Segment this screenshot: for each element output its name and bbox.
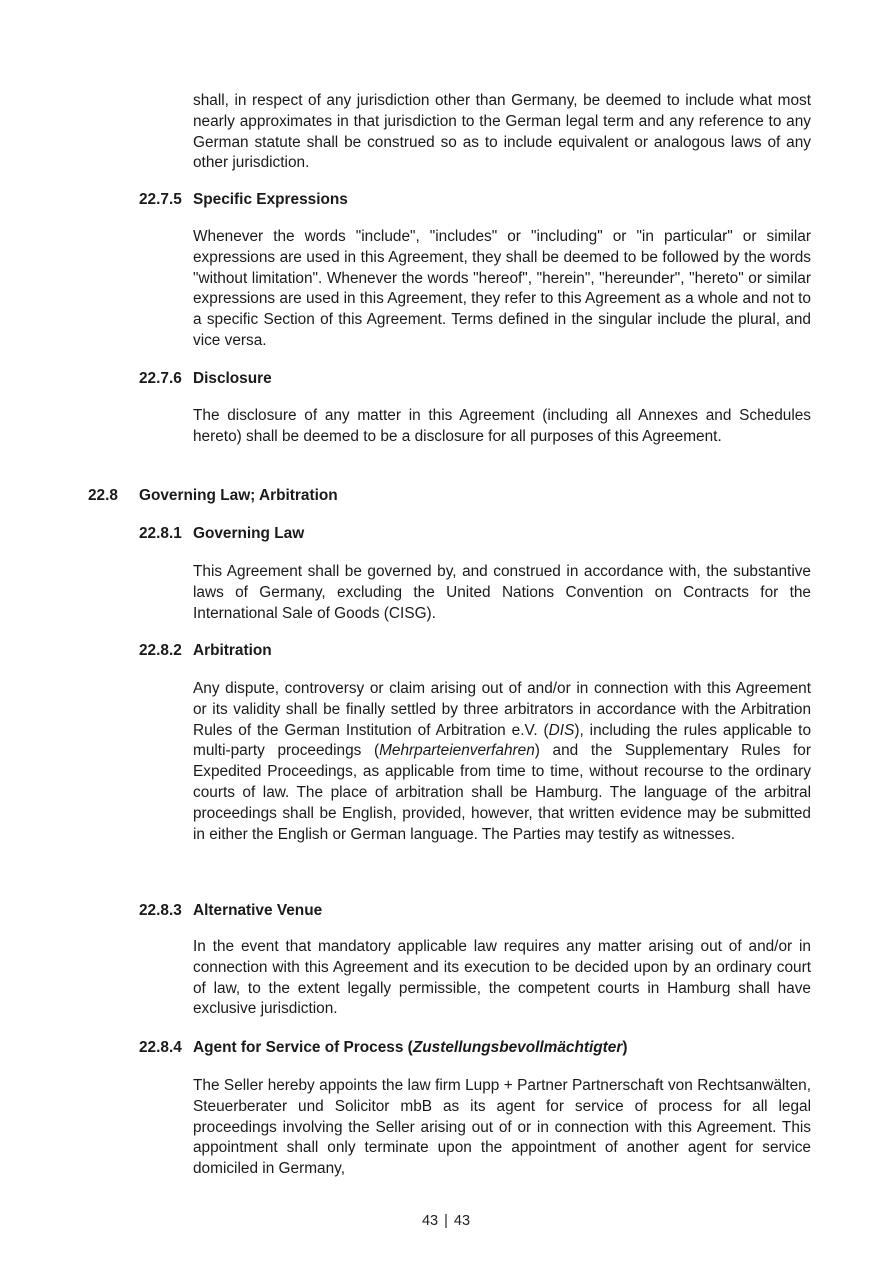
page-number-current: 43	[421, 1213, 439, 1229]
paragraph-22-7-5: Whenever the words "include", "includes" or "including" or "in particular" or similar expressions are used in this Agreement, they shall be deemed to be followed by the words "without limitation". Whenever the words "hereof", "herein", "hereunder", "hereto" or similar expressions are used in this Agreement, they refer to this Agreement as a whole and not to a specific Section of this Agreement. Terms defined in the singular include the plural, and vice versa.	[193, 228, 811, 349]
section-number: 22.7.6	[139, 370, 182, 387]
heading-22-8-2	[139, 641, 272, 661]
paragraph-22-8-4: The Seller hereby appoints the law firm Lupp + Partner Partnerschaft von Rechtsanwälten, Steuerberater und Solicitor mbB as its agent for service of process for all legal proceedings involving the Seller arising out of or in connection with this Agreement. This appointment shall only terminate upon the appointment of another agent for service domiciled in Germany,	[193, 1077, 811, 1178]
section-title: Agent for Service of Process (	[193, 1039, 413, 1056]
heading-22-7-5	[139, 190, 348, 210]
section-number: 22.8.1	[139, 525, 182, 542]
heading-22-8-3	[139, 901, 322, 921]
emphasis-dis: DIS	[548, 721, 575, 739]
section-title: Disclosure	[193, 370, 272, 387]
section-number: 22.8	[88, 487, 118, 504]
section-number: 22.8.3	[139, 902, 182, 919]
page-footer	[0, 1212, 892, 1230]
paragraph-22-8-2	[193, 679, 811, 845]
text-segment: ), including the rules applicable to multi-party proceedings (	[193, 721, 811, 760]
section-number: 22.8.4	[139, 1039, 182, 1056]
section-title-end: )	[622, 1039, 628, 1056]
emphasis-mehrparteienverfahren: Mehrparteienverfahren	[379, 742, 535, 760]
section-number: 22.8.2	[139, 642, 182, 659]
section-title: Arbitration	[193, 642, 272, 659]
heading-22-8-4	[139, 1038, 628, 1058]
paragraph-22-7-6: The disclosure of any matter in this Agreement (including all Annexes and Schedules hereto) shall be deemed to be a disclosure for all purposes of this Agreement.	[193, 407, 811, 445]
section-title: Governing Law	[193, 525, 305, 542]
section-title-emphasis: Zustellungsbevollmächtigter	[412, 1039, 623, 1056]
heading-22-8-1	[139, 524, 304, 544]
section-title: Specific Expressions	[193, 191, 348, 208]
text-segment: ) and the Supplementary Rules for Expedited Proceedings, as applicable from time to time, without recourse to the ordinary courts of law. The place of arbitration shall be Hamburg. The language of the arbitral proceedings shall be English, provided, however, that written evidence may be submitted in either the English or German language. The Parties may testify as witnesses.	[193, 742, 811, 843]
text-segment: Any dispute, controversy or claim arising out of and/or in connection with this Agreement or its validity shall be finally settled by three arbitrators in accordance with the Arbitration Rules of the German Institution of Arbitration e.V. (	[193, 680, 811, 739]
section-title: Governing Law; Arbitration	[139, 487, 338, 504]
section-number: 22.7.5	[139, 191, 182, 208]
paragraph-22-8-3: In the event that mandatory applicable law requires any matter arising out of and/or in connection with this Agreement and its execution to be decided upon by an ordinary court of law, to the extent legally permissible, the competent courts in Hamburg shall have exclusive jurisdiction.	[193, 938, 811, 1018]
heading-22-8	[88, 486, 338, 506]
page-number-separator: |	[444, 1213, 448, 1229]
paragraph-22-8-1: This Agreement shall be governed by, and construed in accordance with, the substantive laws of Germany, excluding the United Nations Convention on Contracts for the International Sale of Goods (CISG).	[193, 563, 811, 622]
section-title: Alternative Venue	[193, 902, 323, 919]
heading-22-7-6	[139, 369, 272, 389]
intro-paragraph: shall, in respect of any jurisdiction other than Germany, be deemed to include what most nearly approximates in that jurisdiction to the German legal term and any reference to any German statute shall be construed so as to include equivalent or analogous laws of any other jurisdiction.	[193, 92, 811, 172]
page-number-total: 43	[453, 1213, 471, 1229]
